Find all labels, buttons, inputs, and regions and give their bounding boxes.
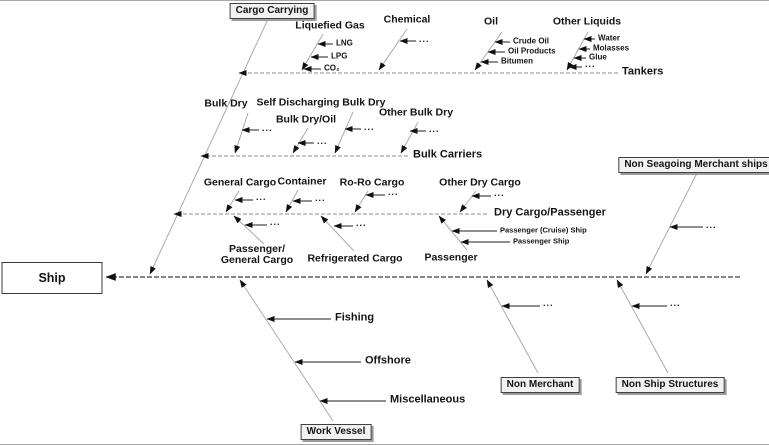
label-other-liquids: Other Liquids xyxy=(552,15,622,28)
dots-bulk-dry-oil: ... xyxy=(317,135,328,146)
label-passenger: Passenger xyxy=(424,251,478,264)
label-self-discharging-bulk-dry: Self Discharging Bulk Dry xyxy=(256,96,386,109)
label-general-cargo: General Cargo xyxy=(203,176,277,189)
label-fishing: Fishing xyxy=(335,311,375,324)
dots-container: ... xyxy=(315,192,326,203)
label-chemical: Chemical xyxy=(383,13,431,26)
major-branch-diagonals xyxy=(150,19,697,421)
label-bitumen: Bitumen xyxy=(501,56,533,66)
label-bulk-dry: Bulk Dry xyxy=(204,97,248,110)
label-other-dry-cargo: Other Dry Cargo xyxy=(439,176,521,189)
label-miscellaneous: Miscellaneous xyxy=(390,393,466,406)
label-container: Container xyxy=(277,175,327,188)
root-node-ship: Ship xyxy=(2,262,103,294)
label-offshore: Offshore xyxy=(365,354,411,367)
label-glue: Glue xyxy=(589,52,607,62)
dots-self-discharging-bulk-dry: ... xyxy=(364,121,375,132)
node-box-non-seagoing-merchant-ships: Non Seagoing Merchant ships xyxy=(618,157,769,173)
dots-non-seagoing: ... xyxy=(706,219,717,230)
dots-other-bulk-dry: ... xyxy=(429,123,440,134)
label-passenger-general-cargo-line2: General Cargo xyxy=(220,254,294,267)
label-co2: CO₂ xyxy=(324,63,340,73)
dots-refrigerated-cargo: ... xyxy=(356,217,367,228)
label-refrigerated-cargo: Refrigerated Cargo xyxy=(307,252,403,265)
label-molasses: Molasses xyxy=(593,43,630,53)
label-other-bulk-dry: Other Bulk Dry xyxy=(378,106,454,119)
label-ro-ro-cargo: Ro-Ro Cargo xyxy=(339,176,405,189)
label-lpg: LPG xyxy=(331,51,348,61)
dots-other-liquids: ... xyxy=(585,58,596,69)
label-oil-products: Oil Products xyxy=(508,46,556,56)
label-crude-oil: Crude Oil xyxy=(513,36,550,46)
dots-passenger-general-cargo: ... xyxy=(270,216,281,227)
dots-other-dry-cargo: ... xyxy=(494,187,505,198)
label-passenger-general-cargo-line1: Passenger/ xyxy=(228,243,286,255)
dots-general-cargo: ... xyxy=(256,191,267,202)
label-passenger-general-cargo xyxy=(221,244,293,266)
label-passenger-ship: Passenger Ship xyxy=(513,236,570,246)
label-passenger-cruise-ship: Passenger (Cruise) Ship xyxy=(500,225,587,235)
label-bulk-dry-oil: Bulk Dry/Oil xyxy=(275,113,337,126)
dots-chemical: ... xyxy=(419,33,430,44)
label-bulk-carriers: Bulk Carriers xyxy=(413,148,483,161)
dots-non-ship-structures: ... xyxy=(670,297,681,308)
label-tankers: Tankers xyxy=(622,65,664,78)
dots-ro-ro-cargo: ... xyxy=(388,186,399,197)
dots-non-merchant: ... xyxy=(543,297,554,308)
dots-bulk-dry: ... xyxy=(262,122,273,133)
node-box-cargo-carrying: Cargo Carrying xyxy=(230,3,315,19)
node-box-non-merchant: Non Merchant xyxy=(501,377,580,393)
label-liquefied-gas: Liquefied Gas xyxy=(295,19,365,32)
node-box-work-vessel: Work Vessel xyxy=(301,424,372,440)
label-oil: Oil xyxy=(483,15,499,28)
label-dry-cargo-passenger: Dry Cargo/Passenger xyxy=(494,206,606,219)
node-box-non-ship-structures: Non Ship Structures xyxy=(616,377,725,393)
label-water: Water xyxy=(598,33,620,43)
label-lng: LNG xyxy=(336,38,353,48)
